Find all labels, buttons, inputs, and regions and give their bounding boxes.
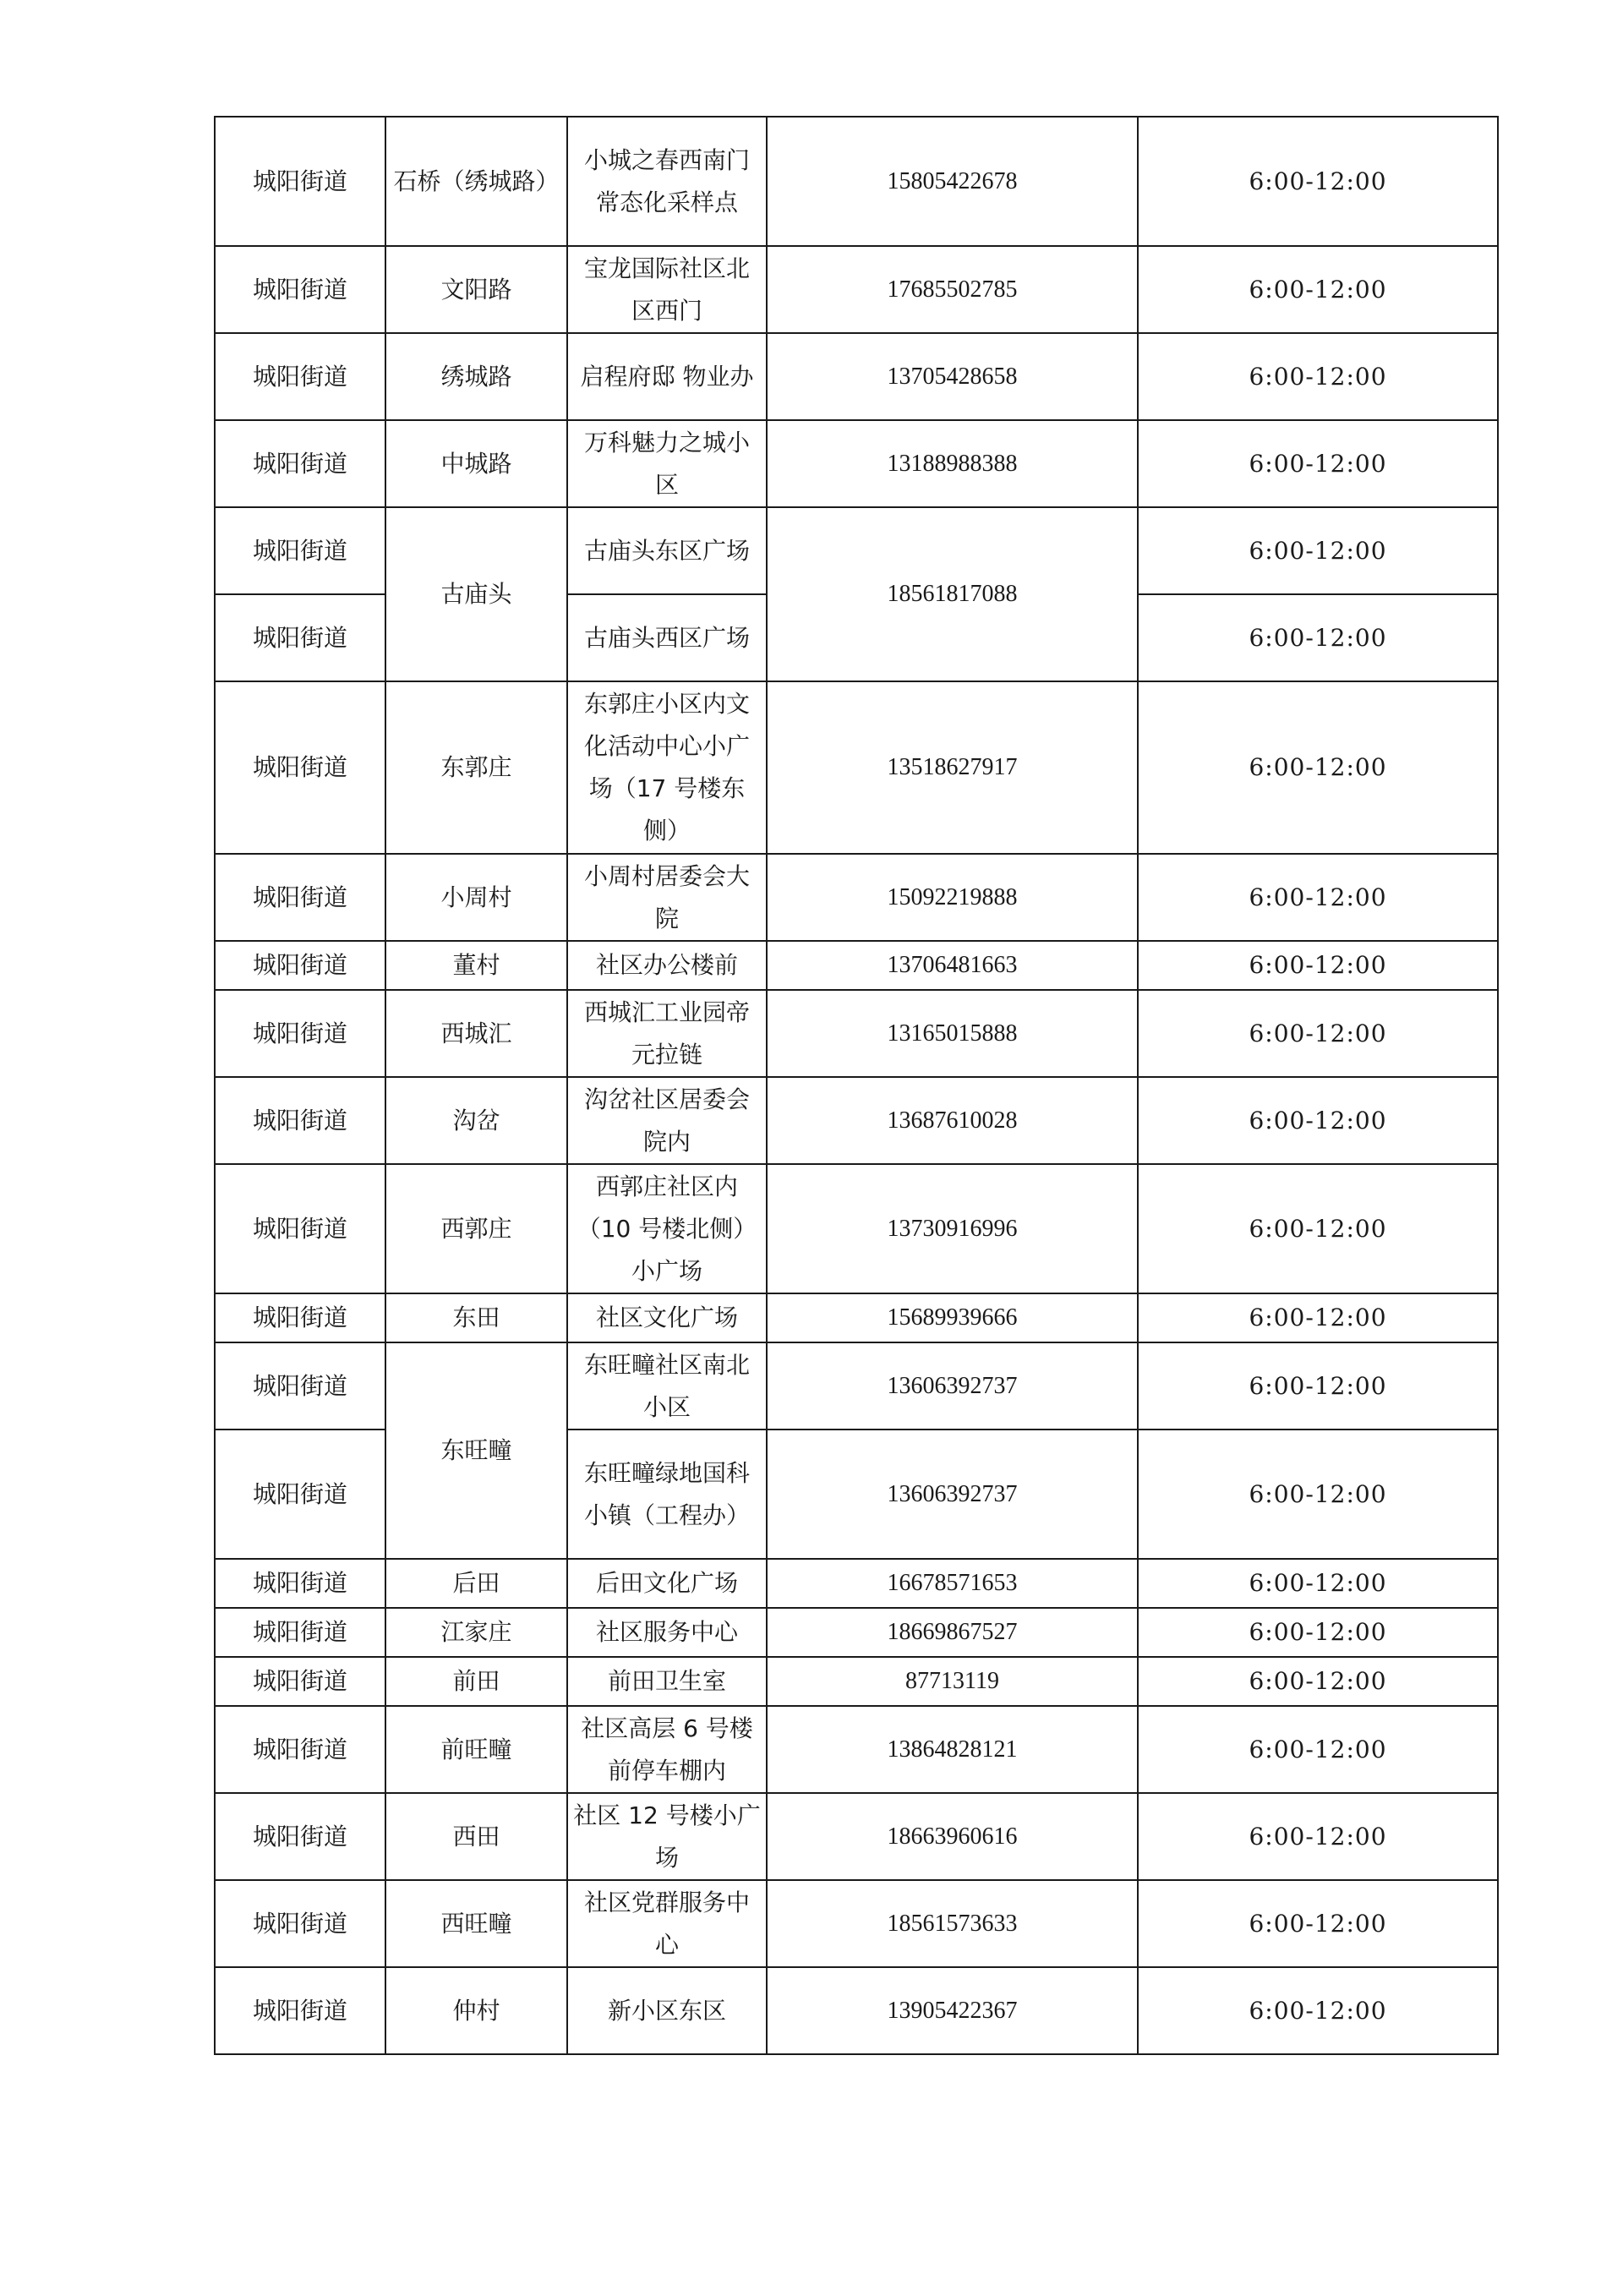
street-cell: 城阳街道 [215, 854, 385, 941]
table-row [215, 1793, 1498, 1880]
table-row [215, 420, 1498, 507]
street-cell: 城阳街道 [215, 990, 385, 1077]
sampling-site-cell: 西城汇工业园帝元拉链 [567, 990, 767, 1077]
sampling-site-cell: 后田文化广场 [567, 1559, 767, 1608]
community-cell: 东田 [385, 1293, 567, 1342]
hours-cell: 6:00-12:00 [1138, 1430, 1498, 1559]
hours-cell: 6:00-12:00 [1138, 1657, 1498, 1706]
community-cell: 小周村 [385, 854, 567, 941]
table-row [215, 1164, 1498, 1293]
table-row [215, 117, 1498, 246]
sampling-site-cell: 古庙头东区广场 [567, 507, 767, 594]
table-row [215, 854, 1498, 941]
phone-cell: 13188988388 [767, 420, 1138, 507]
table-row [215, 941, 1498, 990]
table-row [215, 1293, 1498, 1342]
hours-cell: 6:00-12:00 [1138, 681, 1498, 854]
community-cell: 沟岔 [385, 1077, 567, 1164]
hours-cell: 6:00-12:00 [1138, 507, 1498, 594]
phone-cell: 13165015888 [767, 990, 1138, 1077]
sampling-site-cell: 西郭庄社区内（10 号楼北侧）小广场 [567, 1164, 767, 1293]
hours-cell: 6:00-12:00 [1138, 594, 1498, 681]
sampling-site-cell: 东旺疃绿地国科小镇（工程办） [567, 1430, 767, 1559]
sampling-site-cell: 小城之春西南门常态化采样点 [567, 117, 767, 246]
sampling-site-table [214, 116, 1499, 2055]
sampling-site-cell: 东郭庄小区内文化活动中心小广场（17 号楼东侧） [567, 681, 767, 854]
street-cell: 城阳街道 [215, 1967, 385, 2054]
phone-cell: 18561817088 [767, 507, 1138, 681]
community-cell: 西田 [385, 1793, 567, 1880]
hours-cell: 6:00-12:00 [1138, 1793, 1498, 1880]
hours-cell: 6:00-12:00 [1138, 420, 1498, 507]
phone-cell: 13905422367 [767, 1967, 1138, 2054]
phone-cell: 18561573633 [767, 1880, 1138, 1967]
street-cell: 城阳街道 [215, 1293, 385, 1342]
table-row [215, 1706, 1498, 1793]
phone-cell: 13864828121 [767, 1706, 1138, 1793]
community-cell: 古庙头 [385, 507, 567, 681]
street-cell: 城阳街道 [215, 507, 385, 594]
phone-cell: 13606392737 [767, 1342, 1138, 1430]
street-cell: 城阳街道 [215, 681, 385, 854]
community-cell: 前旺疃 [385, 1706, 567, 1793]
sampling-site-cell: 社区 12 号楼小广场 [567, 1793, 767, 1880]
table-row [215, 246, 1498, 333]
street-cell: 城阳街道 [215, 1608, 385, 1657]
phone-cell: 13730916996 [767, 1164, 1138, 1293]
community-cell: 董村 [385, 941, 567, 990]
hours-cell: 6:00-12:00 [1138, 1342, 1498, 1430]
hours-cell: 6:00-12:00 [1138, 990, 1498, 1077]
community-cell: 前田 [385, 1657, 567, 1706]
sampling-site-cell: 宝龙国际社区北区西门 [567, 246, 767, 333]
sampling-site-cell: 社区文化广场 [567, 1293, 767, 1342]
phone-cell: 15092219888 [767, 854, 1138, 941]
phone-cell: 16678571653 [767, 1559, 1138, 1608]
street-cell: 城阳街道 [215, 246, 385, 333]
street-cell: 城阳街道 [215, 1430, 385, 1559]
hours-cell: 6:00-12:00 [1138, 1293, 1498, 1342]
street-cell: 城阳街道 [215, 117, 385, 246]
phone-cell: 13518627917 [767, 681, 1138, 854]
hours-cell: 6:00-12:00 [1138, 1706, 1498, 1793]
hours-cell: 6:00-12:00 [1138, 1559, 1498, 1608]
street-cell: 城阳街道 [215, 1077, 385, 1164]
table-row [215, 1880, 1498, 1967]
street-cell: 城阳街道 [215, 1657, 385, 1706]
phone-cell: 17685502785 [767, 246, 1138, 333]
street-cell: 城阳街道 [215, 1559, 385, 1608]
sampling-site-cell: 社区高层 6 号楼前停车棚内 [567, 1706, 767, 1793]
hours-cell: 6:00-12:00 [1138, 1077, 1498, 1164]
community-cell: 江家庄 [385, 1608, 567, 1657]
sampling-site-cell: 社区办公楼前 [567, 941, 767, 990]
phone-cell: 87713119 [767, 1657, 1138, 1706]
community-cell: 中城路 [385, 420, 567, 507]
street-cell: 城阳街道 [215, 1706, 385, 1793]
hours-cell: 6:00-12:00 [1138, 1880, 1498, 1967]
hours-cell: 6:00-12:00 [1138, 1608, 1498, 1657]
hours-cell: 6:00-12:00 [1138, 1164, 1498, 1293]
community-cell: 文阳路 [385, 246, 567, 333]
sampling-site-cell: 小周村居委会大院 [567, 854, 767, 941]
phone-cell: 18663960616 [767, 1793, 1138, 1880]
table-row [215, 990, 1498, 1077]
sampling-site-cell: 社区服务中心 [567, 1608, 767, 1657]
phone-cell: 15805422678 [767, 117, 1138, 246]
street-cell: 城阳街道 [215, 594, 385, 681]
phone-cell: 13606392737 [767, 1430, 1138, 1559]
phone-cell: 13705428658 [767, 333, 1138, 420]
table-row [215, 507, 1498, 594]
table-row [215, 1559, 1498, 1608]
table-row [215, 1608, 1498, 1657]
street-cell: 城阳街道 [215, 941, 385, 990]
community-cell: 后田 [385, 1559, 567, 1608]
sampling-site-cell: 东旺疃社区南北小区 [567, 1342, 767, 1430]
phone-cell: 13706481663 [767, 941, 1138, 990]
table-row [215, 1342, 1498, 1430]
sampling-site-cell: 社区党群服务中心 [567, 1880, 767, 1967]
community-cell: 绣城路 [385, 333, 567, 420]
phone-cell: 13687610028 [767, 1077, 1138, 1164]
community-cell: 仲村 [385, 1967, 567, 2054]
hours-cell: 6:00-12:00 [1138, 246, 1498, 333]
sampling-site-cell: 古庙头西区广场 [567, 594, 767, 681]
table-row [215, 1657, 1498, 1706]
community-cell: 西城汇 [385, 990, 567, 1077]
sampling-site-cell: 启程府邸 物业办 [567, 333, 767, 420]
hours-cell: 6:00-12:00 [1138, 941, 1498, 990]
community-cell: 西旺疃 [385, 1880, 567, 1967]
street-cell: 城阳街道 [215, 1164, 385, 1293]
street-cell: 城阳街道 [215, 1880, 385, 1967]
community-cell: 石桥（绣城路） [385, 117, 567, 246]
street-cell: 城阳街道 [215, 1793, 385, 1880]
phone-cell: 15689939666 [767, 1293, 1138, 1342]
street-cell: 城阳街道 [215, 420, 385, 507]
table-row [215, 681, 1498, 854]
hours-cell: 6:00-12:00 [1138, 1967, 1498, 2054]
community-cell: 东旺疃 [385, 1342, 567, 1559]
phone-cell: 18669867527 [767, 1608, 1138, 1657]
table-row [215, 333, 1498, 420]
table-row [215, 1967, 1498, 2054]
hours-cell: 6:00-12:00 [1138, 117, 1498, 246]
hours-cell: 6:00-12:00 [1138, 854, 1498, 941]
sampling-site-cell: 新小区东区 [567, 1967, 767, 2054]
sampling-site-cell: 前田卫生室 [567, 1657, 767, 1706]
street-cell: 城阳街道 [215, 1342, 385, 1430]
table-row [215, 1077, 1498, 1164]
community-cell: 西郭庄 [385, 1164, 567, 1293]
community-cell: 东郭庄 [385, 681, 567, 854]
hours-cell: 6:00-12:00 [1138, 333, 1498, 420]
sampling-site-cell: 沟岔社区居委会院内 [567, 1077, 767, 1164]
sampling-site-cell: 万科魅力之城小区 [567, 420, 767, 507]
street-cell: 城阳街道 [215, 333, 385, 420]
